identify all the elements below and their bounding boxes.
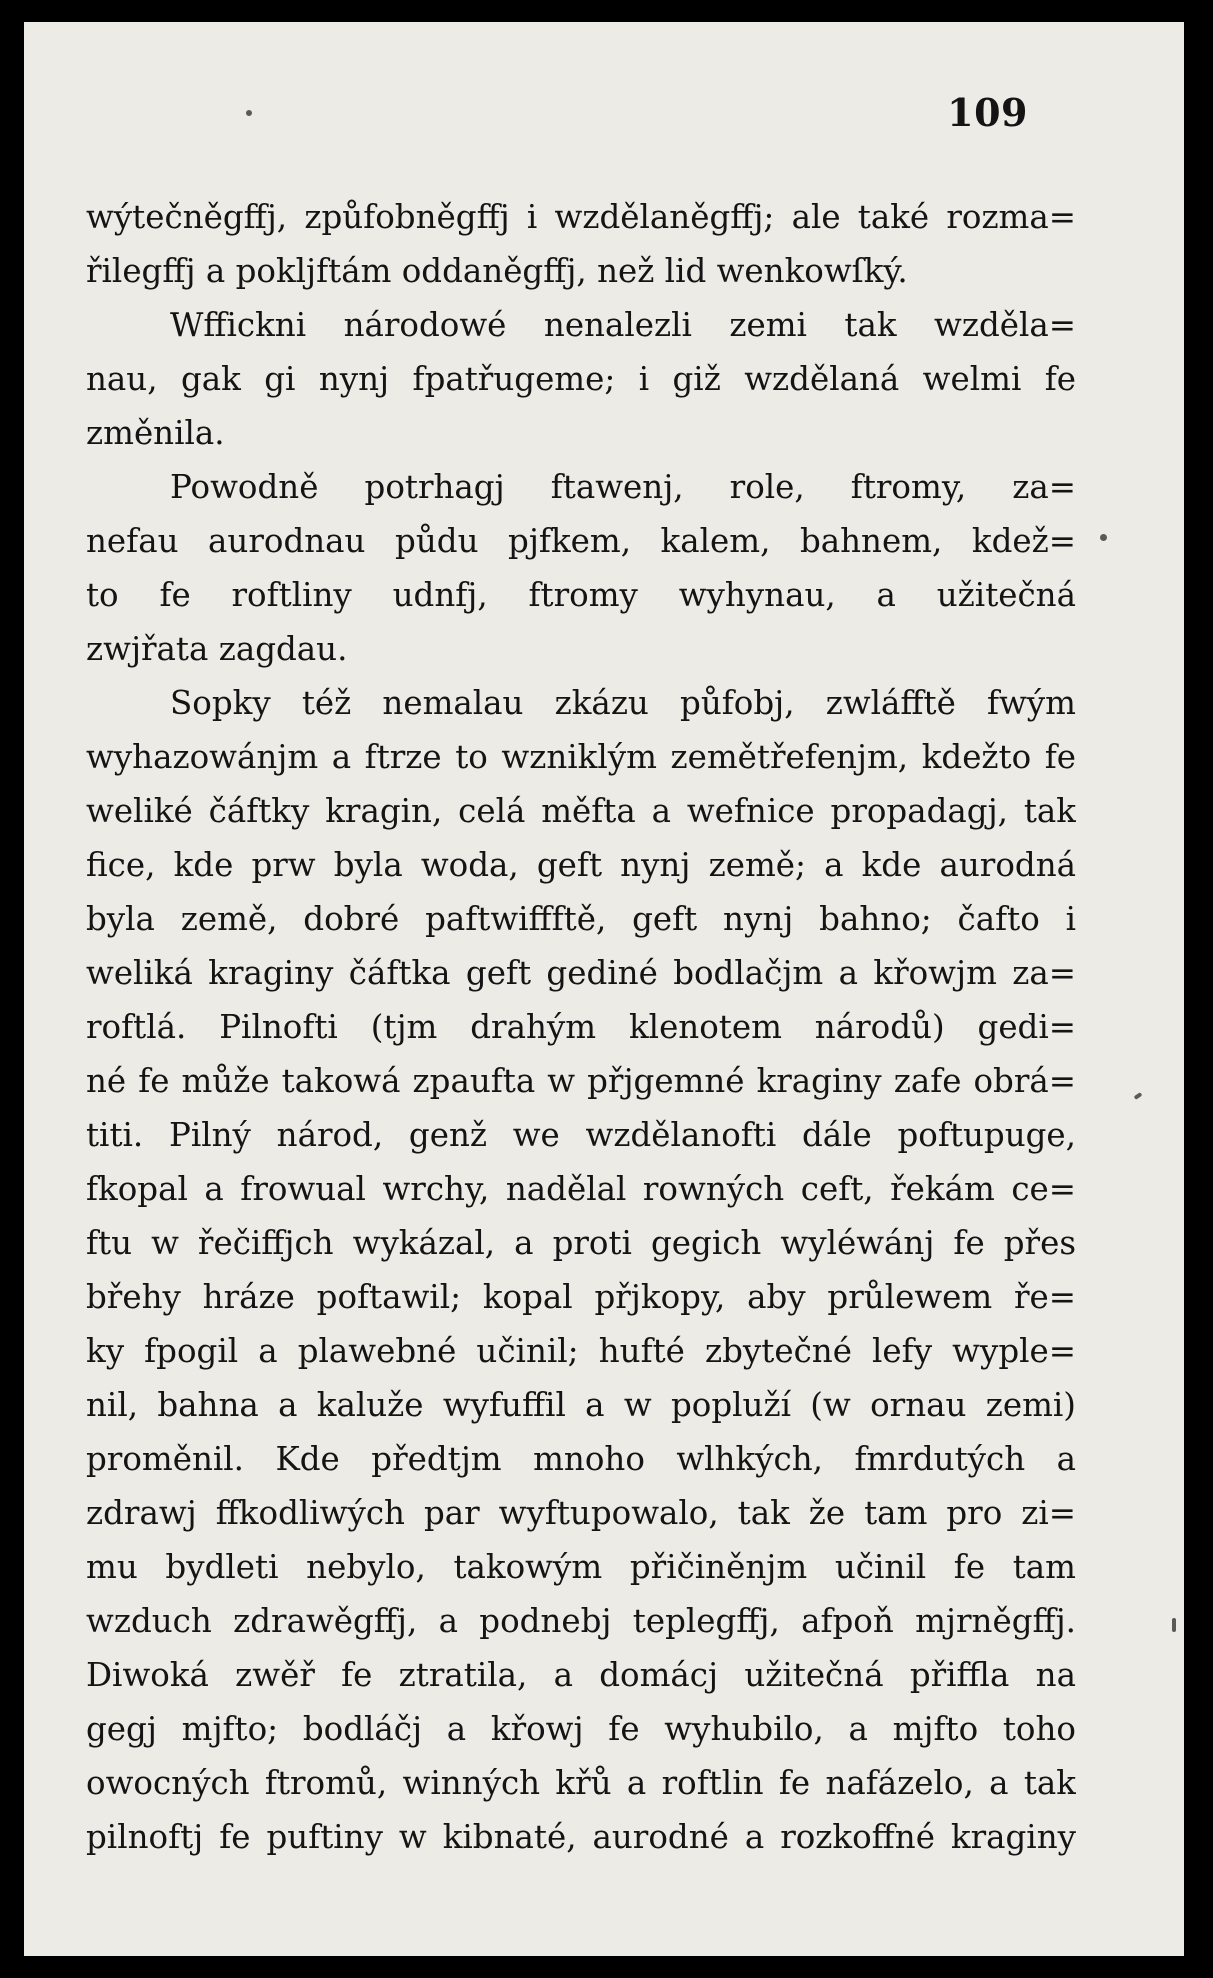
paper-speck — [1100, 534, 1107, 541]
text-line: ky fpogil a plawebné učinil; hufté zbytečné lefy wyple= — [86, 1332, 1076, 1370]
text-line: Diwoká zwěř fe ztratila, a domácj užitečná přiffla na — [86, 1656, 1076, 1694]
text-line: proměnil. Kde předtjm mnoho wlhkých, fmrdutých a — [86, 1440, 1076, 1478]
text-line: břehy hráze poftawil; kopal přjkopy, aby průlewem ře= — [86, 1278, 1076, 1316]
text-line: wyhazowánjm a ftrze to wzniklým zemětřefenjm, kdežto fe — [86, 738, 1076, 776]
text-line: ftu w řečiffjch wykázal, a proti gegich wyléwánj fe přes — [86, 1224, 1076, 1262]
text-line: změnila. — [86, 414, 225, 452]
text-line: byla země, dobré paftwiffftě, geft nynj bahno; čafto i — [86, 900, 1076, 938]
text-line: nau, gak gi nynj fpatřugeme; i giž wzdělaná welmi fe — [86, 360, 1076, 398]
book-page — [24, 22, 1184, 1956]
page-number: 109 — [947, 90, 1028, 135]
text-line: zwjřata zagdau. — [86, 630, 348, 668]
text-line: wýtečněgffj, způfobněgffj i wzdělaněgffj; ale také rozma= — [86, 198, 1076, 236]
text-line: nil, bahna a kaluže wyfuffil a w popluží (w ornau zemi) — [86, 1386, 1076, 1424]
paper-speck — [1134, 1092, 1143, 1100]
text-line: nefau aurodnau půdu pjfkem, kalem, bahnem, kdež= — [86, 522, 1076, 560]
body-text — [86, 190, 1076, 1864]
text-line: fkopal a frowual wrchy, nadělal rowných ceft, řekám ce= — [86, 1170, 1076, 1208]
text-line: to fe roftliny udnfj, ftromy wyhynau, a užitečná — [86, 576, 1076, 614]
text-line: né fe může takowá zpaufta w přjgemné kraginy zafe obrá= — [86, 1062, 1076, 1100]
paper-speck — [1172, 1618, 1176, 1632]
text-line: titi. Pilný národ, genž we wzdělanofti dále poftupuge, — [86, 1116, 1076, 1154]
text-line: roftlá. Pilnofti (tjm drahým klenotem národů) gedi= — [86, 1008, 1076, 1046]
text-line: fice, kde prw byla woda, geft nynj země; a kde aurodná — [86, 846, 1076, 884]
text-line: zdrawj ffkodliwých par wyftupowalo, tak že tam pro zi= — [86, 1494, 1076, 1532]
text-line: weliká kraginy čáftka geft gediné bodlačjm a křowjm za= — [86, 954, 1076, 992]
paper-speck — [246, 110, 252, 116]
text-line: Wffickni národowé nenalezli zemi tak wzděla= — [170, 306, 1076, 344]
text-line: mu bydleti nebylo, takowým přičiněnjm učinil fe tam — [86, 1548, 1076, 1586]
text-line: Powodně potrhagj ftawenj, role, ftromy, za= — [170, 468, 1076, 506]
text-line: owocných ftromů, winných křů a roftlin fe nafázelo, a tak — [86, 1764, 1076, 1802]
text-line: pilnoftj fe puftiny w kibnaté, aurodné a rozkoffné kraginy — [86, 1818, 1076, 1856]
text-line: řilegffj a pokljftám oddaněgffj, než lid wenkowſký. — [86, 252, 908, 290]
text-line: Sopky též nemalau zkázu půfobj, zwláfftě fwým — [170, 684, 1076, 722]
text-line: gegj mjfto; bodláčj a křowj fe wyhubilo, a mjfto toho — [86, 1710, 1076, 1748]
text-line: wzduch zdrawěgffj, a podnebj teplegffj, afpoň mjrněgffj. — [86, 1602, 1076, 1640]
text-line: weliké čáftky kragin, celá měfta a wefnice propadagj, tak — [86, 792, 1076, 830]
